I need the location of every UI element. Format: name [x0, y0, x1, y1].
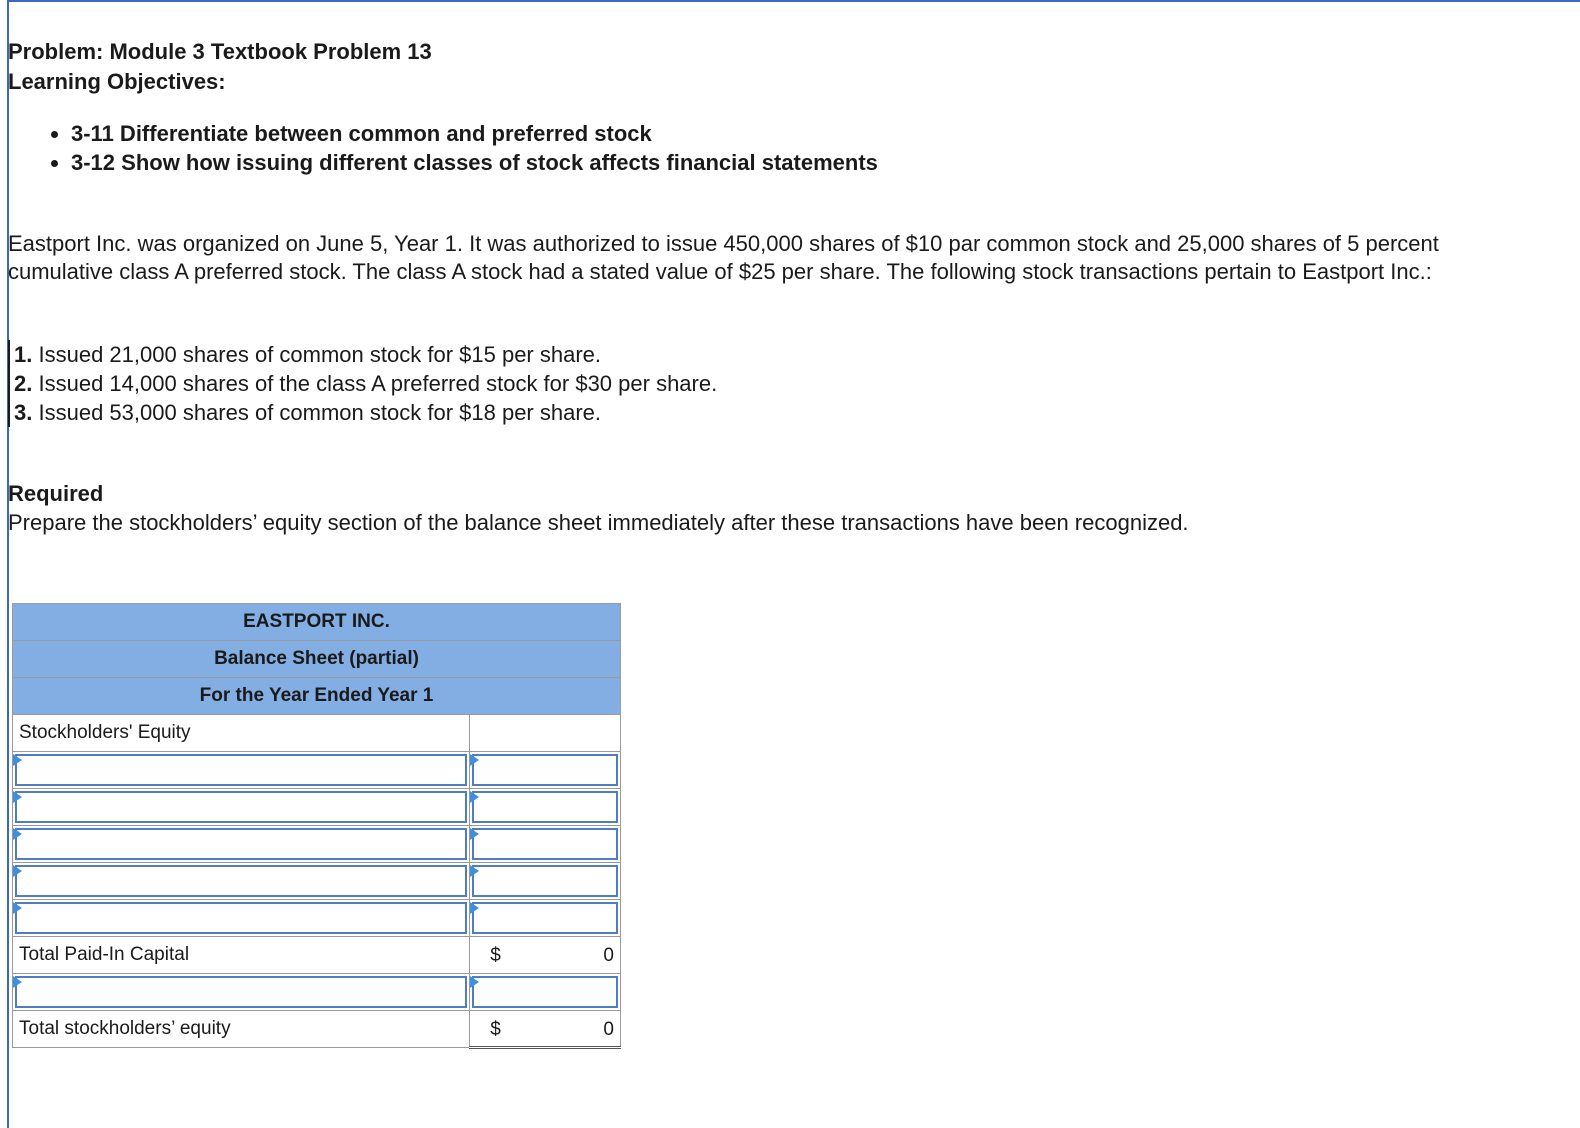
dropdown-arrow-icon [13, 754, 22, 766]
total-paid-in-amount [470, 937, 621, 974]
objective-item: • 3-11 Differentiate between common and preferred stock [71, 119, 1568, 148]
transaction-item: 2. Issued 14,000 shares of the class A preferred stock for $30 per share. [14, 371, 718, 396]
dropdown-arrow-icon [470, 865, 479, 877]
transaction-item: 1. Issued 21,000 shares of common stock for $15 per share. [14, 342, 602, 367]
account-select[interactable] [13, 826, 470, 863]
company-name: EASTPORT INC. [13, 604, 621, 641]
problem-content [8, 37, 1568, 537]
objective-item: • 3-12 Show how issuing different classes of stock affects financial statements [71, 148, 1568, 177]
total-paid-in-value: 0 [603, 945, 614, 966]
dropdown-arrow-icon [470, 976, 479, 988]
section-label: Stockholders' Equity [13, 715, 470, 752]
transaction-item: 3. Issued 53,000 shares of common stock for $18 per share. [14, 400, 602, 425]
currency-symbol: $ [490, 945, 501, 966]
problem-description: Eastport Inc. was organized on June 5, Year 1. It was authorized to issue 450,000 shares of $10 par common stock and 25,000 shares of 5 percent cumulative class A preferred stock. The class A stock had a stated value of $25 per share. The following stock transactions pertain to Eastport Inc.: [8, 231, 1439, 284]
amount-input[interactable] [470, 863, 621, 900]
section-amount-cell [470, 715, 621, 752]
objectives-list [8, 119, 1568, 177]
amount-input[interactable] [470, 789, 621, 826]
dropdown-arrow-icon [13, 791, 22, 803]
account-select[interactable] [13, 900, 470, 937]
account-select[interactable] [13, 974, 470, 1011]
problem-title: Problem: Module 3 Textbook Problem 13 [8, 39, 432, 64]
dropdown-arrow-icon [470, 828, 479, 840]
amount-input[interactable] [470, 826, 621, 863]
amount-input[interactable] [470, 752, 621, 789]
dropdown-arrow-icon [470, 902, 479, 914]
transactions-list [8, 340, 914, 427]
account-select[interactable] [13, 863, 470, 900]
statement-period: For the Year Ended Year 1 [13, 678, 621, 715]
dropdown-arrow-icon [13, 828, 22, 840]
required-text: Prepare the stockholders’ equity section of the balance sheet immediately after these transactions have been recognized. [8, 510, 1189, 535]
account-select[interactable] [13, 752, 470, 789]
objectives-heading: Learning Objectives: [8, 69, 226, 94]
dropdown-arrow-icon [13, 976, 22, 988]
total-equity-value: 0 [603, 1019, 614, 1040]
currency-symbol: $ [490, 1019, 501, 1040]
dropdown-arrow-icon [470, 754, 479, 766]
total-paid-in-label: Total Paid-In Capital [13, 937, 470, 974]
amount-input[interactable] [470, 900, 621, 937]
dropdown-arrow-icon [13, 902, 22, 914]
total-equity-label: Total stockholders’ equity [13, 1011, 470, 1048]
balance-sheet-table [12, 603, 621, 1049]
dropdown-arrow-icon [13, 865, 22, 877]
amount-input[interactable] [470, 974, 621, 1011]
statement-name: Balance Sheet (partial) [13, 641, 621, 678]
required-heading: Required [8, 481, 104, 506]
account-select[interactable] [13, 789, 470, 826]
dropdown-arrow-icon [470, 791, 479, 803]
total-equity-amount [470, 1011, 621, 1048]
